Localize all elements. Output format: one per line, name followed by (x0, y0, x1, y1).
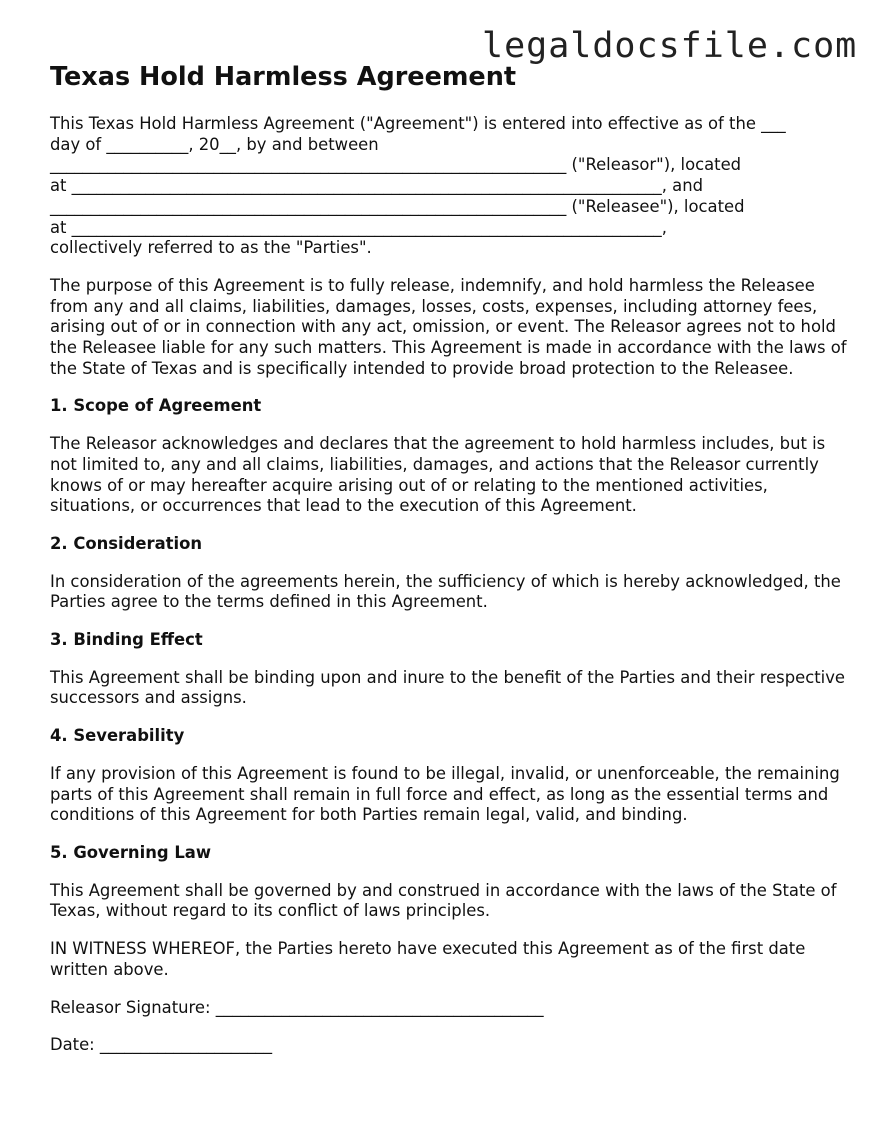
section-title-consideration: 2. Consideration (50, 533, 203, 553)
intro-line: _______________________________________________________________ ("Releasor"), located (50, 155, 742, 175)
date-line (50, 1035, 850, 1056)
section-body-scope: The Releasor acknowledges and declares that the agreement to hold harmless includes, but is not limited to, any and all claims, liabilities, damages, and actions that the Releasor currently knows of or may hereafter acquire arising out of or relating to the mentioned activities, situations, or occurrences that lead to the execution of this Agreement. (50, 434, 826, 516)
intro-line: collectively referred to as the "Parties". (50, 238, 372, 258)
section-title-governing-law: 5. Governing Law (50, 842, 211, 862)
section-body-consideration: In consideration of the agreements herein, the sufficiency of which is hereby acknowledged, the Parties agree to the terms defined in this Agreement. (50, 571, 841, 612)
purpose-paragraph: The purpose of this Agreement is to fully release, indemnify, and hold harmless the Releasee from any and all claims, liabilities, damages, losses, costs, expenses, including attorney fees, arising out of or in connection with any act, omission, or event. The Releasor agrees not to hold the Releasee liable for any such matters. This Agreement is made in accordance with the laws of the State of Texas and is specifically intended to provide broad protection to the Releasee. (50, 275, 847, 378)
witness-paragraph: IN WITNESS WHEREOF, the Parties hereto have executed this Agreement as of the first date written above. (50, 939, 806, 979)
section-body-binding-effect: This Agreement shall be binding upon and inure to the benefit of the Parties and their respective successors and assigns. (50, 667, 845, 708)
date-field[interactable]: _____________________ (99, 1035, 273, 1055)
section-title-scope: 1. Scope of Agreement (50, 396, 262, 416)
signature-label: Releasor Signature: (50, 997, 211, 1017)
intro-line: at ________________________________________________________________________, (50, 217, 667, 237)
section-body-governing-law: This Agreement shall be governed by and construed in accordance with the laws of the State of Texas, without regard to its conflict of laws principles. (50, 880, 837, 921)
intro-line: _______________________________________________________________ ("Releasee"), located (50, 196, 745, 216)
intro-line: at ________________________________________________________________________, and (50, 176, 703, 196)
intro-line: This Texas Hold Harmless Agreement ("Agreement") is entered into effective as of the ___ (50, 114, 786, 133)
document-page (50, 60, 850, 1056)
intro-paragraph (50, 114, 850, 259)
signature-field[interactable]: ________________________________________ (215, 997, 544, 1017)
document-title: Texas Hold Harmless Agreement (50, 62, 517, 92)
signature-line (50, 998, 850, 1019)
date-label: Date: (50, 1035, 95, 1055)
watermark-text: legaldocsfile.com (482, 26, 858, 66)
section-title-binding-effect: 3. Binding Effect (50, 630, 203, 650)
section-body-severability: If any provision of this Agreement is found to be illegal, invalid, or unenforceable, the remaining parts of this Agreement shall remain in full force and effect, as long as the essential terms and conditions of this Agreement for both Parties remain legal, valid, and binding. (50, 763, 840, 825)
intro-line: day of __________, 20__, by and between (50, 134, 379, 154)
section-title-severability: 4. Severability (50, 726, 185, 746)
